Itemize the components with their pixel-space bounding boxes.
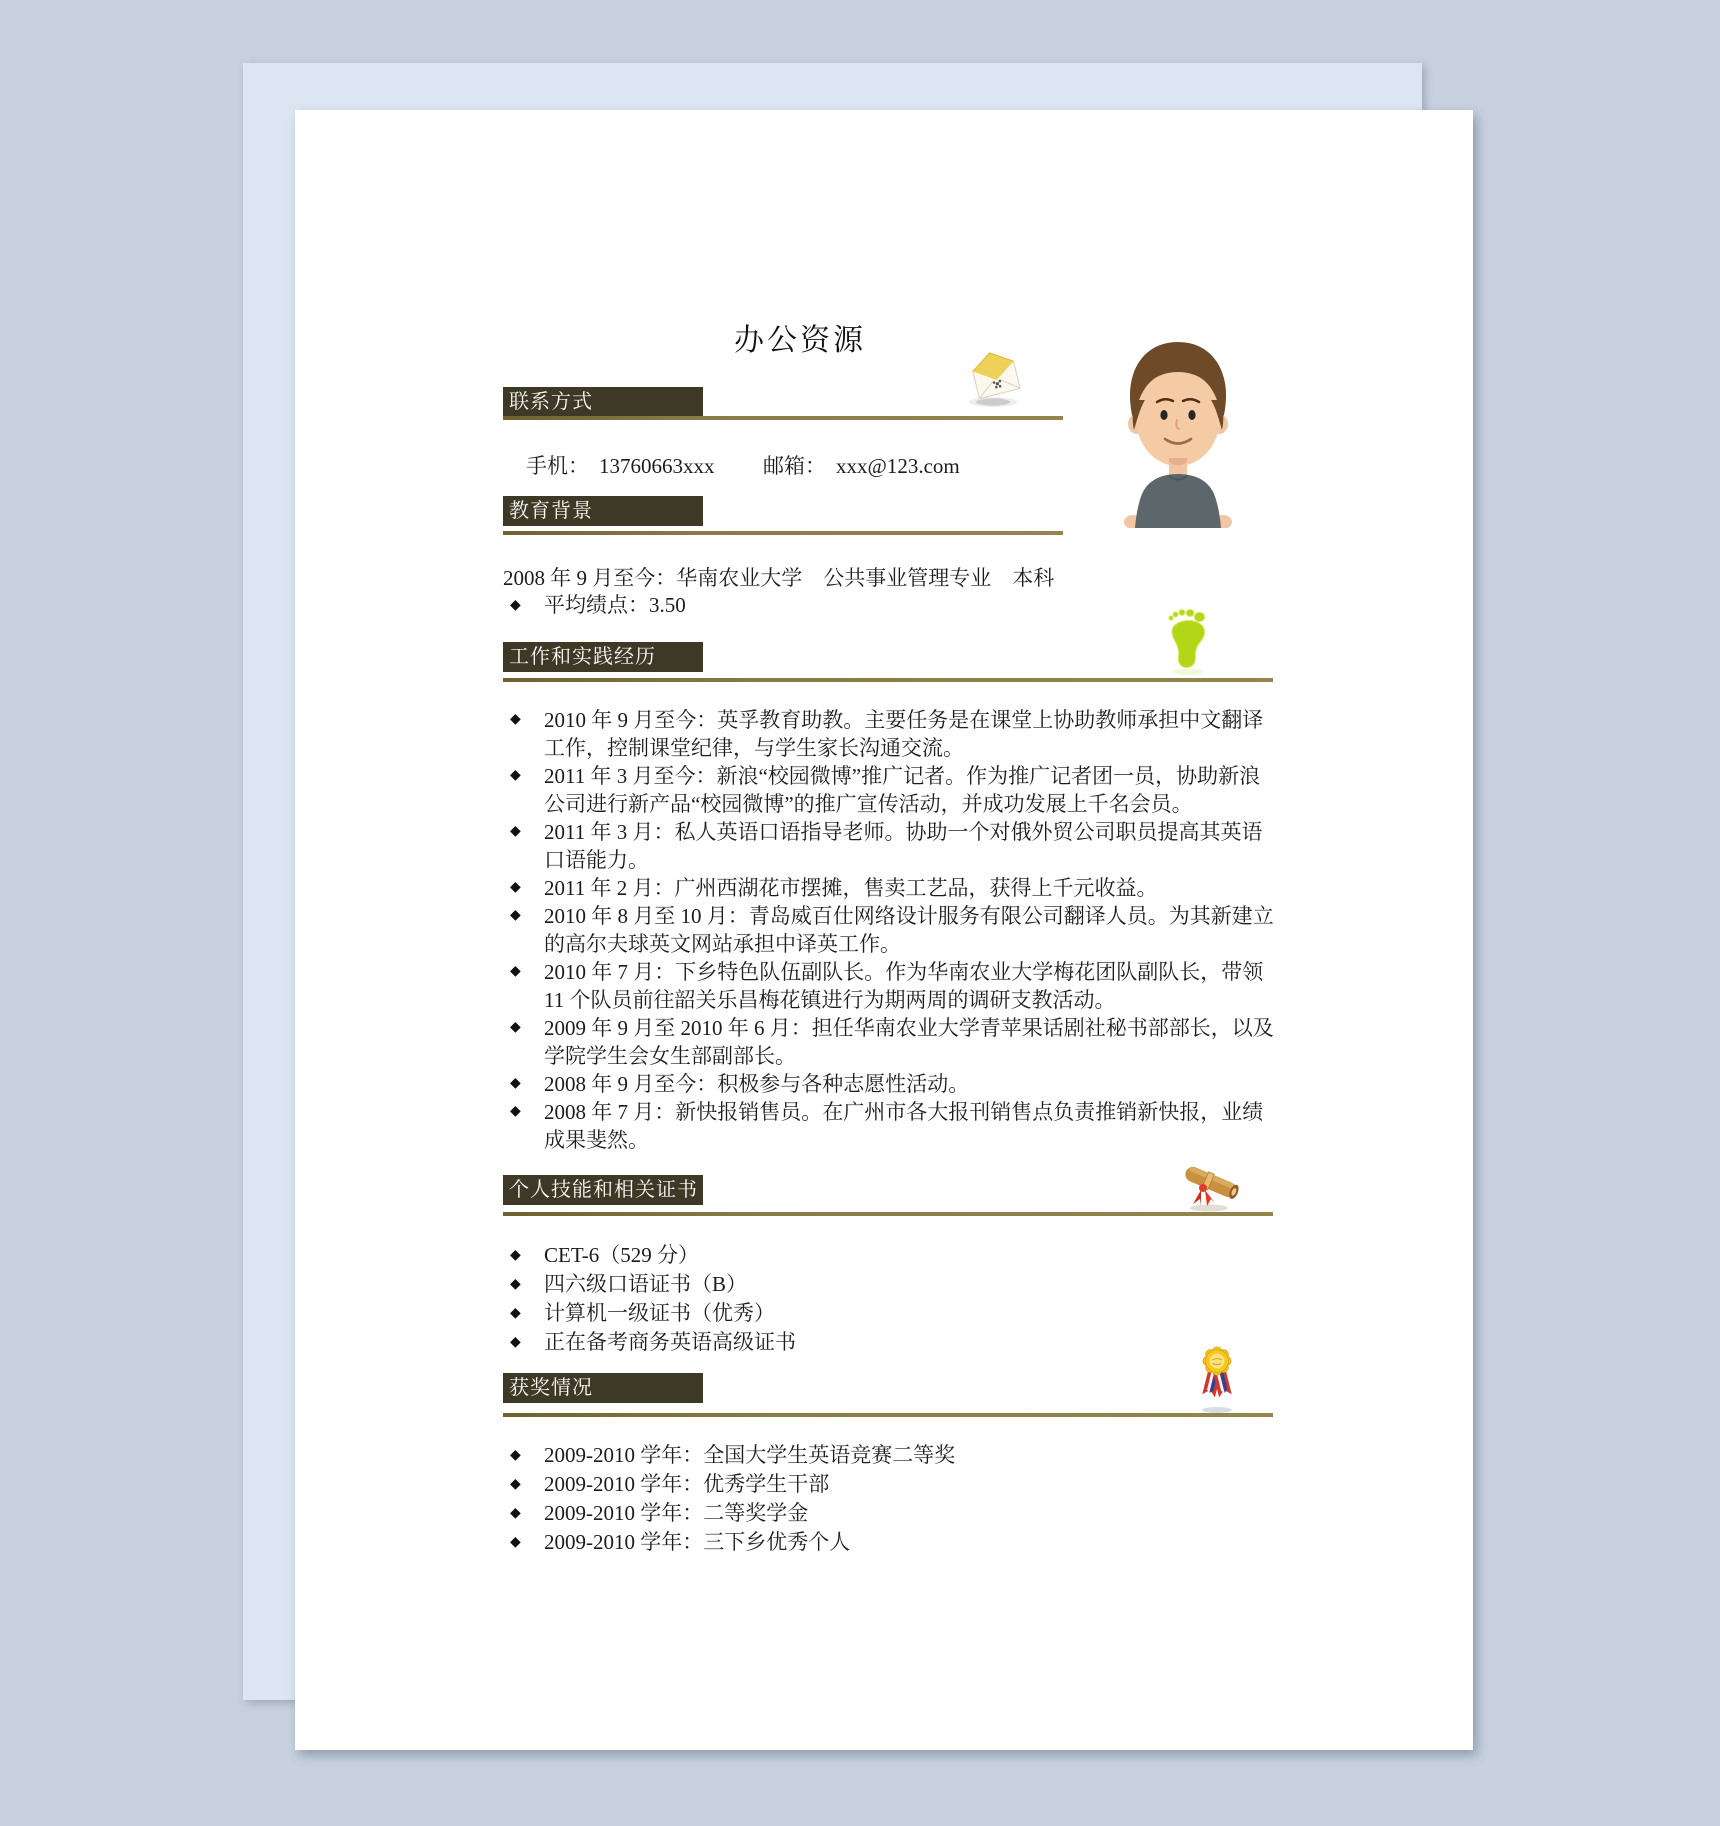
list-item-text: 2009-2010 学年：二等奖学金 <box>544 1501 809 1525</box>
list-item <box>503 1270 1275 1299</box>
education-list <box>503 591 1275 620</box>
list-item <box>503 1098 1275 1154</box>
list-item <box>503 1241 1275 1270</box>
phone-row <box>526 450 715 480</box>
list-item <box>503 1070 1275 1098</box>
section-rule-contact <box>503 416 1063 420</box>
list-item <box>503 1499 1275 1528</box>
list-item <box>503 1014 1275 1070</box>
diamond-bullet-icon: ◆ <box>510 1020 521 1035</box>
diamond-bullet-icon: ◆ <box>510 1477 521 1492</box>
skills-list <box>503 1241 1275 1357</box>
section-header-contact: 联系方式 <box>503 387 703 417</box>
diamond-bullet-icon: ◆ <box>510 1248 521 1263</box>
diamond-bullet-icon: ◆ <box>510 1277 521 1292</box>
phone-value: 13760663xxx <box>599 454 715 478</box>
diamond-bullet-icon: ◆ <box>510 598 521 613</box>
experience-list <box>503 706 1275 1154</box>
list-item <box>503 1328 1275 1357</box>
list-item-text: 2011 年 3 月：私人英语口语指导老师。协助一个对俄外贸公司职员提高其英语口语能力。 <box>544 820 1263 872</box>
list-item <box>503 591 1275 620</box>
list-item-text: 2009-2010 学年：全国大学生英语竞赛二等奖 <box>544 1443 956 1467</box>
diamond-bullet-icon: ◆ <box>510 712 521 727</box>
email-label: 邮箱： <box>763 454 826 478</box>
list-item <box>503 874 1275 902</box>
list-item-text: 平均绩点：3.50 <box>544 593 686 617</box>
list-item-text: 2010 年 9 月至今：英孚教育助教。主要任务是在课堂上协助教师承担中文翻译工作，控制课堂纪律，与学生家长沟通交流。 <box>544 708 1264 760</box>
section-header-education: 教育背景 <box>503 496 703 526</box>
diamond-bullet-icon: ◆ <box>510 824 521 839</box>
education-summary: 2008 年 9 月至今：华南农业大学 公共事业管理专业 本科 <box>503 566 1055 590</box>
section-header-awards: 获奖情况 <box>503 1373 703 1403</box>
diamond-bullet-icon: ◆ <box>510 1104 521 1119</box>
list-item-text: 2009-2010 学年：三下乡优秀个人 <box>544 1530 851 1554</box>
diamond-bullet-icon: ◆ <box>510 1448 521 1463</box>
list-item-text: 2011 年 2 月：广州西湖花市摆摊，售卖工艺品，获得上千元收益。 <box>544 876 1158 900</box>
list-item-text: CET-6（529 分） <box>544 1243 699 1267</box>
diamond-bullet-icon: ◆ <box>510 768 521 783</box>
diamond-bullet-icon: ◆ <box>510 880 521 895</box>
list-item <box>503 1441 1275 1470</box>
awards-list <box>503 1441 1275 1557</box>
phone-label: 手机： <box>526 454 589 478</box>
list-item <box>503 902 1275 958</box>
diamond-bullet-icon: ◆ <box>510 1335 521 1350</box>
diamond-bullet-icon: ◆ <box>510 1306 521 1321</box>
list-item-text: 四六级口语证书（B） <box>544 1272 748 1296</box>
diploma-icon <box>1181 1158 1243 1214</box>
list-item <box>503 958 1275 1014</box>
diamond-bullet-icon: ◆ <box>510 1535 521 1550</box>
list-item-text: 2010 年 8 月至 10 月：青岛威百仕网络设计服务有限公司翻译人员。为其新建立的高尔夫球英文网站承担中译英工作。 <box>544 904 1274 956</box>
list-item-text: 2009 年 9 月至 2010 年 6 月：担任华南农业大学青苹果话剧社秘书部部长，以及学院学生会女生部副部长。 <box>544 1016 1274 1068</box>
section-rule-awards <box>503 1413 1273 1417</box>
list-item-text: 计算机一级证书（优秀） <box>544 1301 775 1325</box>
list-item-text: 2011 年 3 月至今：新浪“校园微博”推广记者。作为推广记者团一员，协助新浪公司进行新产品“校园微博”的推广宣传活动，并成功发展上千名会员。 <box>544 764 1261 816</box>
list-item <box>503 1470 1275 1499</box>
diamond-bullet-icon: ◆ <box>510 964 521 979</box>
diamond-bullet-icon: ◆ <box>510 1506 521 1521</box>
list-item-text: 2009-2010 学年：优秀学生干部 <box>544 1472 830 1496</box>
list-item <box>503 1299 1275 1328</box>
section-rule-skills <box>503 1212 1273 1216</box>
section-rule-education <box>503 531 1063 535</box>
email-row <box>763 450 960 480</box>
list-item <box>503 818 1275 874</box>
list-item <box>503 762 1275 818</box>
envelope-icon <box>963 350 1029 408</box>
list-item-text: 2008 年 7 月：新快报销售员。在广州市各大报刊销售点负责推销新快报，业绩成果斐然。 <box>544 1100 1264 1152</box>
list-item <box>503 706 1275 762</box>
list-item-text: 2008 年 9 月至今：积极参与各种志愿性活动。 <box>544 1072 970 1096</box>
diamond-bullet-icon: ◆ <box>510 908 521 923</box>
section-header-skills: 个人技能和相关证书 <box>503 1175 703 1205</box>
resume-page <box>295 110 1473 1750</box>
section-rule-experience <box>503 678 1273 682</box>
list-item-text: 正在备考商务英语高级证书 <box>544 1330 796 1354</box>
list-item <box>503 1528 1275 1557</box>
male-avatar-illustration <box>1117 336 1239 528</box>
email-value: xxx@123.com <box>836 454 960 478</box>
diamond-bullet-icon: ◆ <box>510 1076 521 1091</box>
page-title: 办公资源 <box>734 324 866 357</box>
list-item-text: 2010 年 7 月：下乡特色队伍副队长。作为华南农业大学梅花团队副队长，带领 11 个队员前往韶关乐昌梅花镇进行为期两周的调研支教活动。 <box>544 960 1264 1012</box>
section-header-experience: 工作和实践经历 <box>503 642 703 672</box>
